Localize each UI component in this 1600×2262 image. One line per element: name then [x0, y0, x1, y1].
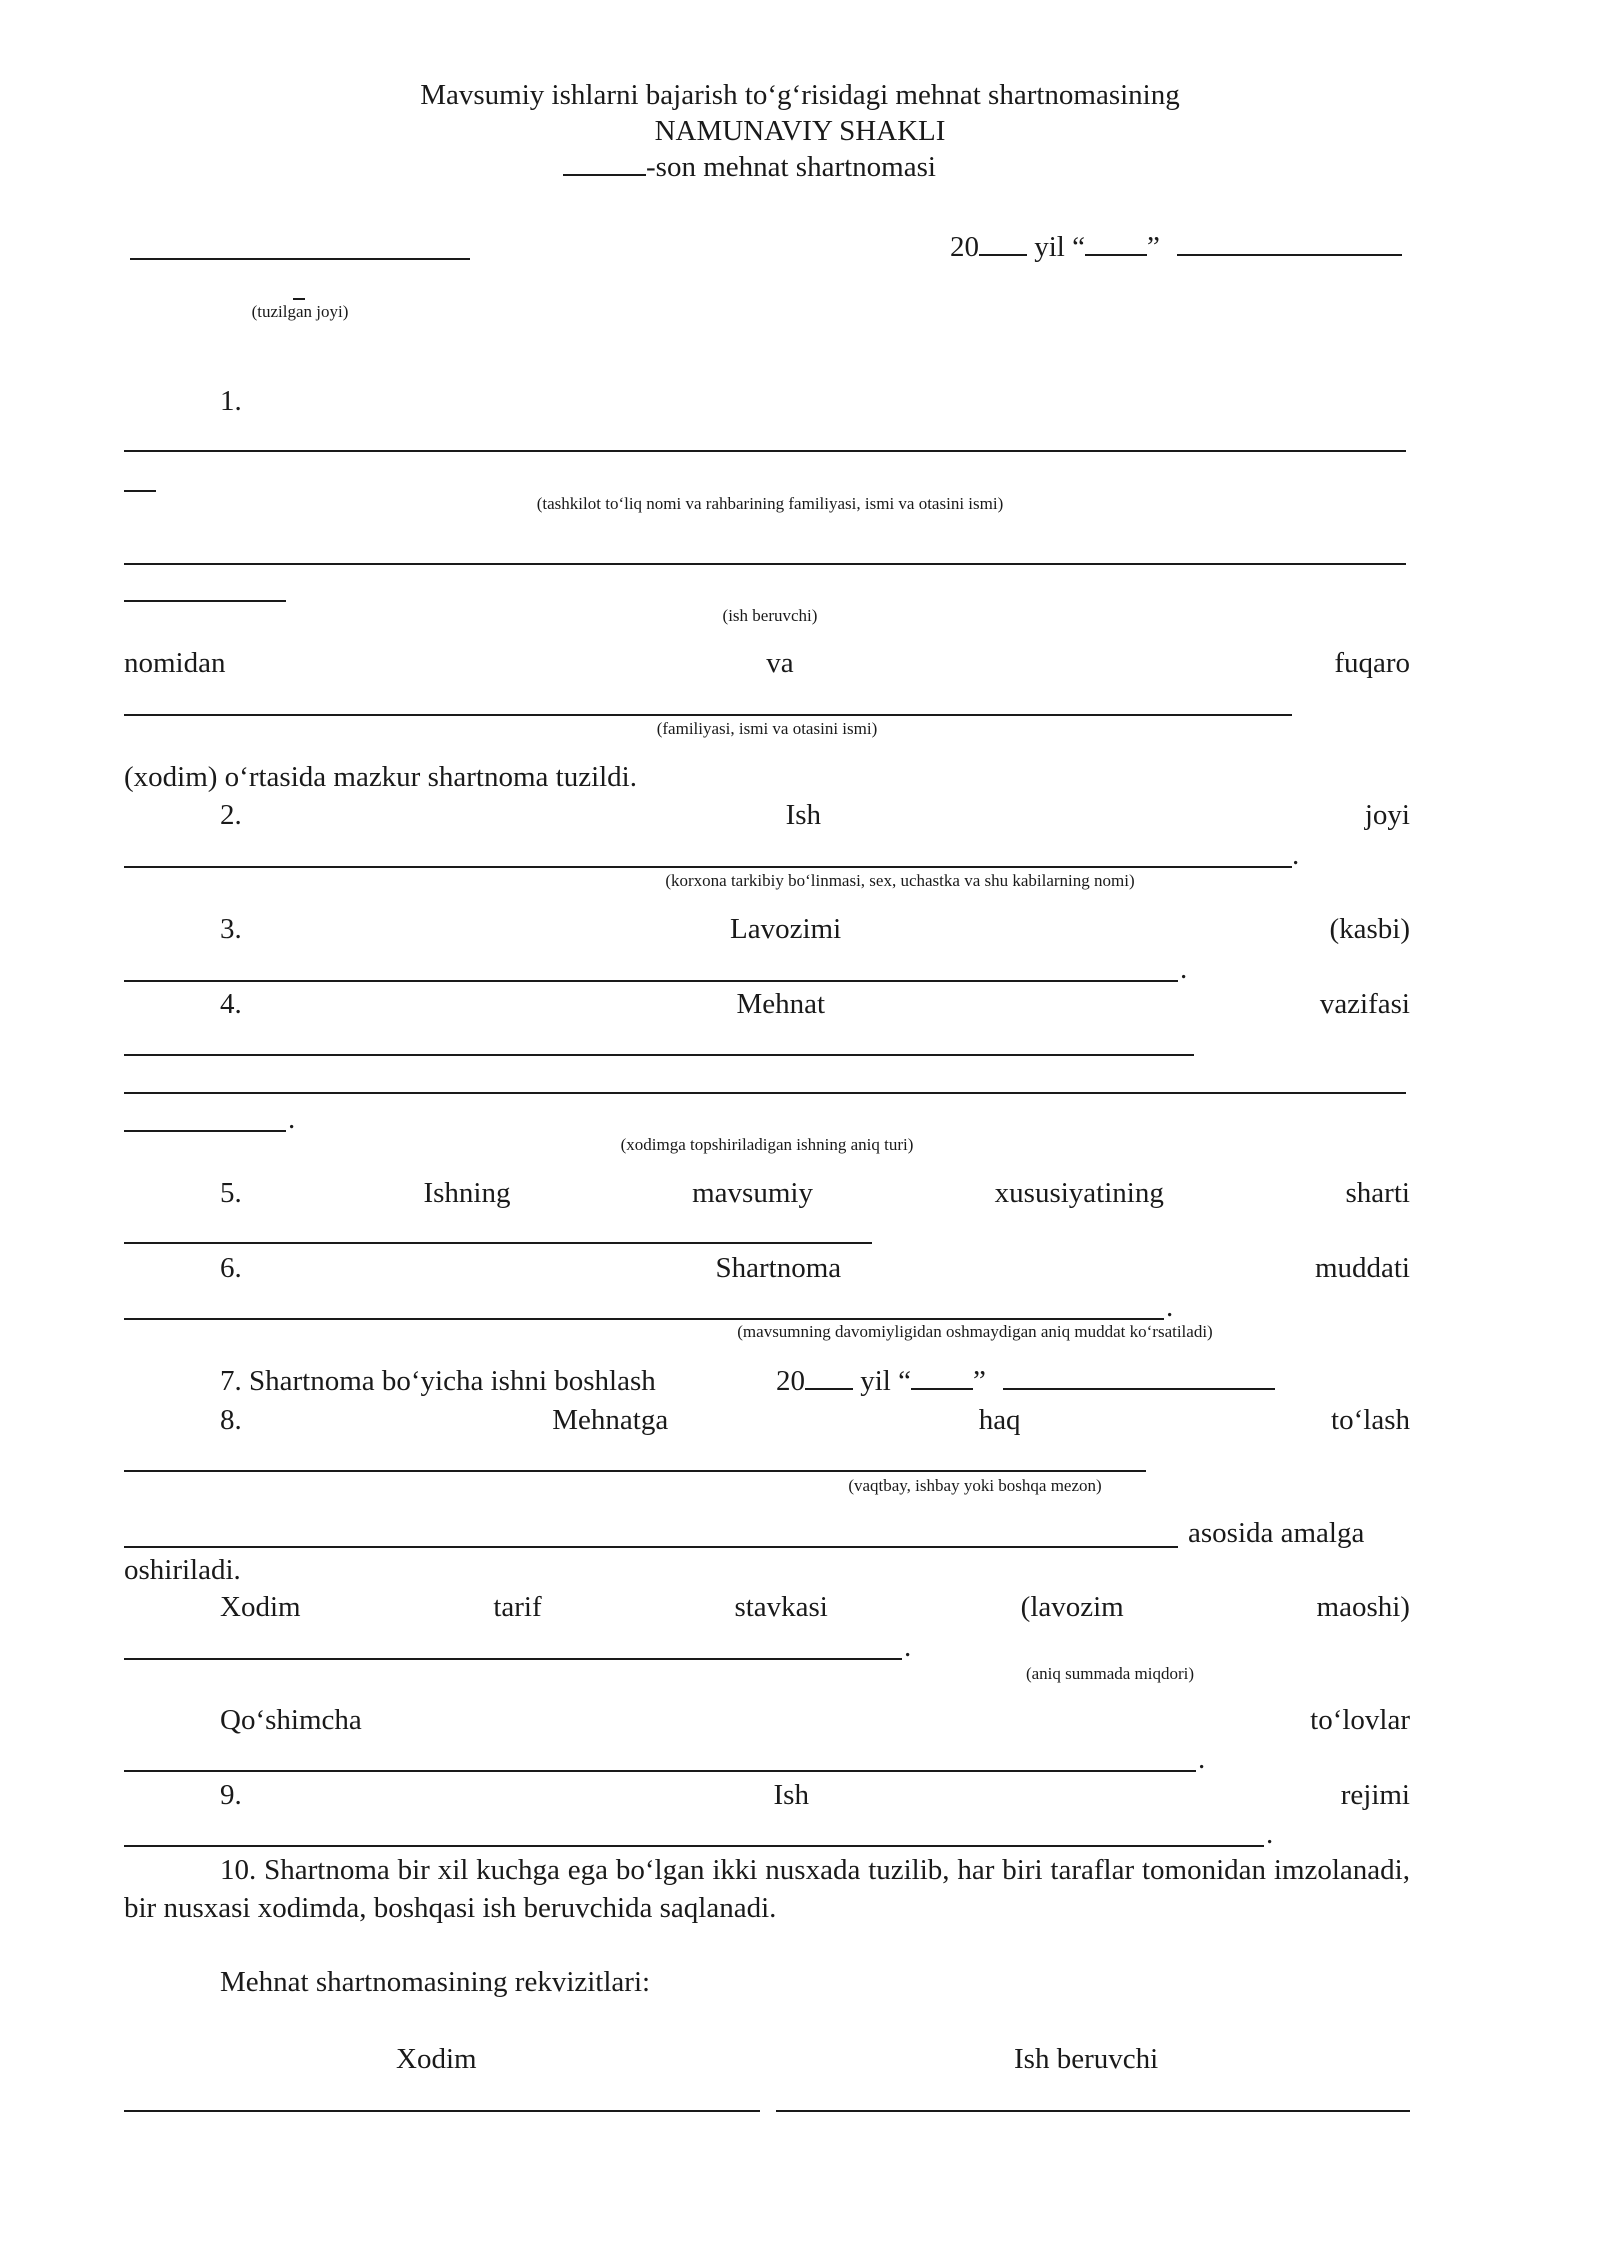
concluding-sentence: (xodim) o‘rtasida mazkur shartnoma tuzildi.	[124, 761, 637, 793]
place-caption: (tuzilgan joyi)	[251, 302, 349, 321]
word-nomidan: nomidan	[124, 647, 226, 679]
place-blank-tail	[293, 298, 305, 300]
employer-caption: (ish beruvchi)	[722, 606, 818, 625]
section-3-number: 3.	[220, 913, 242, 945]
start-date	[776, 1364, 1275, 1398]
term-caption: (mavsumning davomiyligidan oshmaydigan aniq muddat ko‘rsatiladi)	[737, 1322, 1213, 1341]
section-2-line	[220, 798, 1410, 832]
start-quote-close: ”	[973, 1365, 986, 1397]
document-subtitle: NAMUNAVIY SHAKLI	[654, 115, 946, 147]
employer-blank-tail	[124, 600, 286, 602]
word-kasbi: (kasbi)	[1329, 913, 1410, 945]
word-xususiyatining: xususiyatining	[994, 1177, 1164, 1209]
word-mehnatga: Mehnatga	[552, 1404, 669, 1436]
work-schedule-blank[interactable]	[124, 1845, 1264, 1847]
year-prefix: 20	[950, 231, 979, 263]
organization-caption: (tashkilot to‘liq nomi va rahbarining familiyasi, ismi va otasini ismi)	[536, 494, 1004, 513]
requisites-title: Mehnat shartnomasining rekvizitlari:	[220, 1966, 651, 1998]
section-6-line	[220, 1251, 1410, 1285]
section-1-number: 1.	[220, 385, 242, 417]
word-stavkasi: stavkasi	[734, 1591, 828, 1623]
section-10-paragraph: 10. Shartnoma bir xil kuchga ega bo‘lgan ikki nusxada tuzilib, har biri taraflar tomonidan imzolanadi, bir nusxasi xodimda, boshqasi ish beruvchida saqlanadi.	[124, 1854, 1410, 1924]
word-haq: haq	[978, 1404, 1021, 1436]
section-3-line	[220, 912, 1410, 946]
start-year-prefix: 20	[776, 1365, 805, 1397]
start-year-blank[interactable]	[805, 1364, 853, 1390]
word-ishning: Ishning	[423, 1177, 511, 1209]
day-blank[interactable]	[1085, 230, 1147, 256]
extra-payments-line	[220, 1703, 1410, 1737]
section-6-number: 6.	[220, 1252, 242, 1284]
section-2-period: .	[1292, 839, 1300, 871]
section-1-line	[124, 646, 1410, 680]
place-blank[interactable]	[130, 258, 470, 260]
duty-blank-3[interactable]	[124, 1130, 286, 1132]
seasonal-condition-blank[interactable]	[124, 1242, 872, 1244]
section-8-number: 8.	[220, 1404, 242, 1436]
year-blank[interactable]	[979, 230, 1027, 256]
tariff-period: .	[904, 1631, 912, 1663]
pay-form-blank[interactable]	[124, 1470, 1146, 1472]
word-maoshi: maoshi)	[1316, 1591, 1410, 1623]
organization-blank[interactable]	[124, 450, 1406, 452]
word-tolash: to‘lash	[1331, 1404, 1410, 1436]
word-muddati: muddati	[1314, 1252, 1410, 1284]
tariff-caption: (aniq summada miqdori)	[1025, 1664, 1195, 1683]
citizen-caption: (familiyasi, ismi va otasini ismi)	[656, 719, 878, 738]
position-blank[interactable]	[124, 980, 1178, 982]
tariff-line	[220, 1590, 1410, 1624]
extra-payments-blank[interactable]	[124, 1770, 1196, 1772]
extra-payments-period: .	[1198, 1743, 1206, 1775]
workplace-caption: (korxona tarkibiy bo‘linmasi, sex, uchastka va shu kabilarning nomi)	[665, 871, 1135, 890]
start-year-word: yil “	[860, 1365, 911, 1397]
section-2-number: 2.	[220, 799, 242, 831]
word-qoshimcha: Qo‘shimcha	[220, 1704, 362, 1736]
contract-number-line	[563, 150, 936, 184]
word-rejimi: rejimi	[1340, 1779, 1410, 1811]
word-vazifasi: vazifasi	[1319, 988, 1410, 1020]
start-month-blank[interactable]	[1003, 1364, 1275, 1390]
signature-employee-label: Xodim	[396, 2043, 477, 2075]
section-9-line	[220, 1778, 1410, 1812]
word-fuqaro: fuqaro	[1334, 647, 1410, 679]
asosida-text: asosida amalga	[1188, 1517, 1365, 1549]
organization-blank-tail	[124, 490, 156, 492]
employer-blank[interactable]	[124, 563, 1406, 565]
contract-number-blank[interactable]	[563, 150, 646, 176]
contract-date	[950, 230, 1402, 264]
workplace-blank[interactable]	[124, 866, 1292, 868]
duty-blank-1[interactable]	[124, 1054, 1194, 1056]
word-ish: Ish	[785, 799, 822, 831]
word-joyi: joyi	[1364, 799, 1410, 831]
section-4-line	[220, 987, 1410, 1021]
signature-employer-label: Ish beruvchi	[1014, 2043, 1159, 2075]
word-mavsumiy: mavsumiy	[692, 1177, 813, 1209]
tariff-blank[interactable]	[124, 1658, 902, 1660]
citizen-blank[interactable]	[124, 714, 1292, 716]
section-5-line	[220, 1176, 1410, 1210]
section-5-number: 5.	[220, 1177, 242, 1209]
word-shartnoma: Shartnoma	[715, 1252, 842, 1284]
pay-form-caption: (vaqtbay, ishbay yoki boshqa mezon)	[848, 1476, 1102, 1495]
year-word: yil “	[1034, 231, 1085, 263]
section-9-number: 9.	[220, 1779, 242, 1811]
employer-signature-blank[interactable]	[776, 2110, 1410, 2112]
employee-signature-blank[interactable]	[124, 2110, 760, 2112]
duty-caption: (xodimga topshiriladigan ishning aniq turi)	[620, 1135, 914, 1154]
start-day-blank[interactable]	[911, 1364, 973, 1390]
word-mehnat: Mehnat	[736, 988, 826, 1020]
quote-close: ”	[1147, 231, 1160, 263]
section-3-period: .	[1180, 953, 1188, 985]
section-8-line	[220, 1403, 1410, 1437]
word-xodim: Xodim	[220, 1591, 301, 1623]
oshiriladi-text: oshiriladi.	[124, 1554, 241, 1586]
word-lavozim: (lavozim	[1020, 1591, 1124, 1623]
word-sharti: sharti	[1345, 1177, 1410, 1209]
pay-basis-blank[interactable]	[124, 1546, 1178, 1548]
section-6-period: .	[1166, 1291, 1174, 1323]
section-4-period: .	[288, 1103, 296, 1135]
word-lavozimi: Lavozimi	[730, 913, 842, 945]
duty-blank-2[interactable]	[124, 1092, 1406, 1094]
section-4-number: 4.	[220, 988, 242, 1020]
word-tarif: tarif	[493, 1591, 542, 1623]
section-7-text: 7. Shartnoma bo‘yicha ishni boshlash	[220, 1365, 656, 1397]
month-blank[interactable]	[1177, 230, 1402, 256]
word-ish-rejim: Ish	[773, 1779, 809, 1811]
document-title: Mavsumiy ishlarni bajarish to‘g‘risidagi mehnat shartnomasining	[420, 79, 1180, 111]
word-tolovlar: to‘lovlar	[1310, 1704, 1410, 1736]
contract-number-label: -son mehnat shartnomasi	[646, 151, 936, 183]
word-va: va	[766, 647, 794, 679]
term-blank[interactable]	[124, 1318, 1164, 1320]
section-9-period: .	[1266, 1818, 1274, 1850]
